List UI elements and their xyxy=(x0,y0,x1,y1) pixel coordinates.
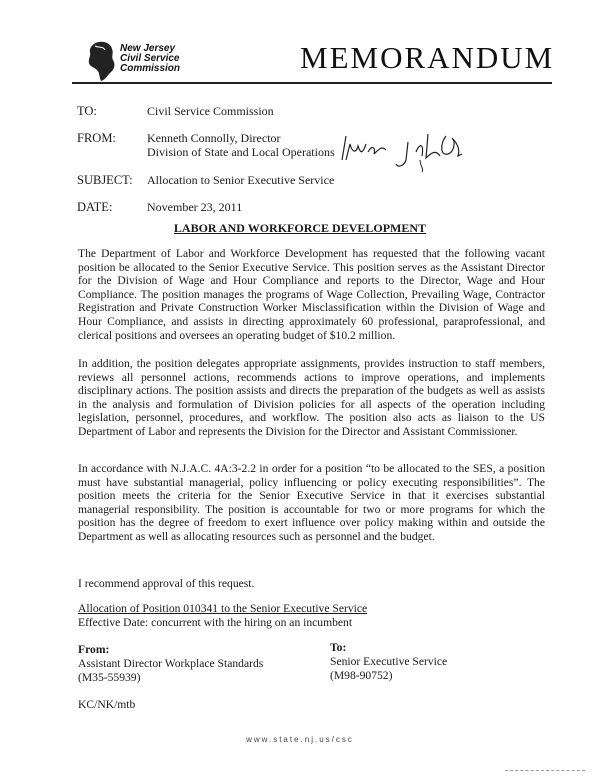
from-value-division: Division of State and Local Operations xyxy=(147,145,335,159)
header-rule xyxy=(72,82,552,84)
to-value: Civil Service Commission xyxy=(147,104,274,118)
from-value-name: Kenneth Connolly, Director xyxy=(147,131,281,145)
logo-line-3: Commission xyxy=(120,63,181,74)
body-paragraph-1: The Department of Labor and Workforce Development has requested that the following vacant position be allocated to the Senior Executive Service. This position serves as the Assistant Director for the Division of Wage and Hour Compliance and reports to the Director, Wage and Hour Compliance. The position manages the programs of Wage Collection, Prevailing Wage, Contractor Registration and Private Construction Worker Misclassification within the Division of Wage and Hour Compliance, and assists in directing approximately 60 professional, paraprofessional, and clerical positions and oversees an operating budget of $10.2 million. xyxy=(78,247,545,342)
from-label: FROM: xyxy=(77,131,116,145)
recommendation-text: I recommend approval of this request. xyxy=(78,577,255,590)
footer-mark xyxy=(505,770,585,772)
footer-url: www.state.nj.us/csc xyxy=(246,735,354,744)
author-initials: KC/NK/mtb xyxy=(78,698,136,711)
from-block-label: From: xyxy=(78,643,110,656)
allocation-title: Allocation of Position 010341 to the Senior Executive Service xyxy=(78,602,368,615)
date-label: DATE: xyxy=(77,200,113,214)
date-value: November 23, 2011 xyxy=(147,200,243,214)
department-heading: LABOR AND WORKFORCE DEVELOPMENT xyxy=(173,221,427,235)
body-paragraph-3: In accordance with N.J.A.C. 4A:3-2.2 in order for a position “to be allocated to the SES, a position must have substantial managerial, policy influencing or policy executing responsibilities”. The position meets the criteria for the Senior Executive Service in that it exercises substantial managerial responsibility. The position is accountable for two or more programs for which the position has the degree of freedom to exert influence over policy making within and outside the Department as well as allocating resources such as personnel and the budget. xyxy=(78,462,545,543)
memorandum-title: MEMORANDUM xyxy=(300,40,555,75)
to-label: TO: xyxy=(77,104,97,118)
subject-label: SUBJECT: xyxy=(77,173,133,187)
from-block-code: (M35-55939) xyxy=(78,671,141,684)
body-paragraph-2: In addition, the position delegates appropriate assignments, provides instruction to staff members, reviews all personnel actions, recommends actions to improve operations, and implements disciplinary actions. The position assists and directs the preparation of the budgets as well as assists in the analysis and formulation of Division policies for all aspects of the operation including legislation, personnel, procedures, and workflow. The position also acts as liaison to the US Department of Labor and represents the Division for the Director and Assistant Commissioner. xyxy=(78,357,545,438)
to-block-label: To: xyxy=(330,641,347,654)
logo-line-2: Civil Service xyxy=(120,53,180,64)
to-block-title: Senior Executive Service xyxy=(330,655,448,668)
effective-date: Effective Date: concurrent with the hiring on an incumbent xyxy=(78,616,353,629)
logo-text xyxy=(120,44,180,74)
handwritten-signature xyxy=(336,130,476,178)
to-block-code: (M98-90752) xyxy=(330,669,393,682)
subject-value: Allocation to Senior Executive Service xyxy=(147,173,335,187)
from-block-title: Assistant Director Workplace Standards xyxy=(78,657,264,670)
logo-line-1: New Jersey xyxy=(120,43,176,54)
